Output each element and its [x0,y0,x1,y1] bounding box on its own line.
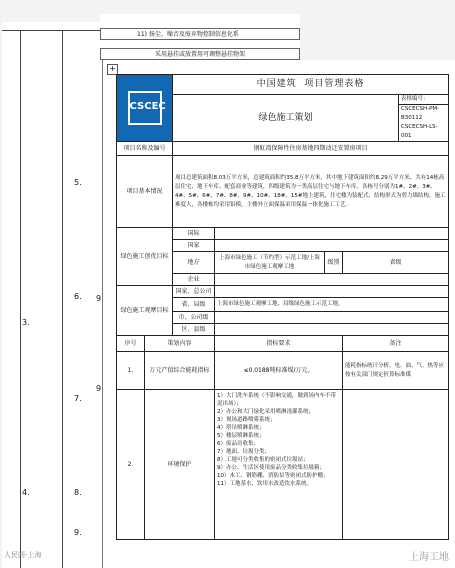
target-label: 绿色施工创优目标 [117,228,173,286]
form-header [173,75,449,95]
previous-table-strip [100,14,300,60]
plan-row-target[interactable]: ≤0.0188吨标准煤/万元。 [215,352,343,390]
target-level: 地方 [173,252,215,274]
row-number: 3. [22,318,30,327]
list-item: 10）木工、钢筋棚、消防泵等密闭式防护棚； [217,473,329,479]
list-item: 3）现场道路喷雾系统； [217,417,276,423]
target-value[interactable]: 上海市绿色施工（节约型）示范工地/上海市绿色施工观摩工地 [215,252,325,274]
table-line [20,30,21,568]
list-item: 4）塔吊喷淋系统； [217,425,265,431]
background-page [2,22,103,568]
col-header-target: 指标要求 [215,336,343,352]
demo-value[interactable] [215,286,449,298]
plan-row-content[interactable]: 万元产值综合能耗指标 [145,352,215,390]
target-level: 国际 [173,228,215,240]
col-header-note: 备注 [343,336,449,352]
form-number-label: 表格编号： [399,95,449,105]
col-header-content: 策划内容 [145,336,215,352]
list-item: 9）办公、生活区使用废品分类收集垃圾箱； [217,465,326,471]
col-header-no: 序号 [117,336,145,352]
strip-line: 采用悬挂或放置用可调整悬挂物架 [100,48,300,60]
list-item: 8）工地可分类收集的密闭式垃圾站； [217,457,309,463]
demo-level: 省、局级 [173,298,215,312]
overview-text[interactable]: 项目总建筑面积8.03万平方米，总建筑面积约35.8万平方米，其中地下建筑面积约8.29万平方米，共有14栋高层住宅、地下车库、配套商业等建筑，四级建筑为一类高层住宅与地下车库。各栋号分别为1#、2#、3#、4#、5#、6#、7#、8#、9#、10#、18#、15#地上建筑，住宅楼为装配式，结构形式为剪力墙结构，施工难度大，各楼栋均采用铝模，主楼外立面保温采用保温一体化施工工艺。 [173,156,449,228]
form-title: 项目管理表格 [304,79,365,89]
list-item: 7）地面、垃圾分类； [217,449,270,455]
grade-value[interactable]: 省级 [343,252,449,274]
watermark-right: 上海工地 [409,552,449,563]
side-mark: 9 [96,294,102,303]
row-number: 7. [74,394,82,403]
row-number: 4. [22,488,30,497]
list-item: 5）楼层喷淋系统； [217,433,265,439]
watermark-left: 人民网-上海 [4,551,42,559]
list-item: 1）大门洗车系统（不影响交通，做到场内车不带泥出场）； [217,393,337,407]
target-value[interactable] [215,240,449,252]
row-number: 8. [74,488,82,497]
list-item: 2）办公和大门绿化采用喷淋浇灌系统； [217,409,315,415]
company-logo: CSCEC [117,75,173,142]
plan-row-no: 1. [117,352,145,390]
plan-row-content[interactable]: 环境保护 [145,390,215,540]
row-number: 9. [74,528,82,537]
company-name: 中国建筑 [256,79,297,89]
form-subtitle: 绿色施工策划 [173,95,399,142]
form-number: CSCECSH-PM-B30112 CSCECSH-LS-001 [399,105,449,142]
strip-line: 11) 扬尘、噪音及废弃物控制信息化系 [100,28,300,40]
demo-level: 国家、总公司 [173,286,215,298]
green-construction-plan-form [116,74,448,540]
target-level: 企业 [173,274,215,286]
plan-row-no: 2. [117,390,145,540]
demo-value[interactable] [215,312,449,324]
plan-row-note[interactable] [343,390,449,540]
row-number: 5. [74,178,82,187]
row-number: 6. [74,292,82,301]
table-line [62,30,63,568]
list-item: 6）废品房收集； [217,441,259,447]
plan-row-items[interactable] [215,390,343,540]
project-name-value[interactable]: 钢虹湾保障性住房基地四期动迁安置房项目 [173,142,449,156]
demo-value[interactable] [215,324,449,336]
grade-label: 级别 [325,252,343,274]
list-item: 11）工地茶水、饮用水改造饮水系统。 [217,481,312,487]
overview-label: 项目基本情况 [117,156,173,228]
table-move-handle-icon[interactable]: + [107,64,118,75]
demo-level: 区、县级 [173,324,215,336]
demo-value[interactable]: 上海市绿色施工观摩工地、局级绿色施工示范工地。 [215,298,449,312]
project-name-label: 项目名称及编号 [117,142,173,156]
side-mark: 9 [96,384,102,393]
page-edge [2,30,102,31]
demo-level: 市、公司级 [173,312,215,324]
target-value[interactable] [215,274,449,286]
target-value[interactable] [215,228,449,240]
target-level: 国家 [173,240,215,252]
plan-row-note[interactable]: 能耗指标统计分析、电、油、气、热等应按有关部门规定折算标准煤 [343,352,449,390]
demo-label: 绿色施工观摩目标 [117,286,173,336]
